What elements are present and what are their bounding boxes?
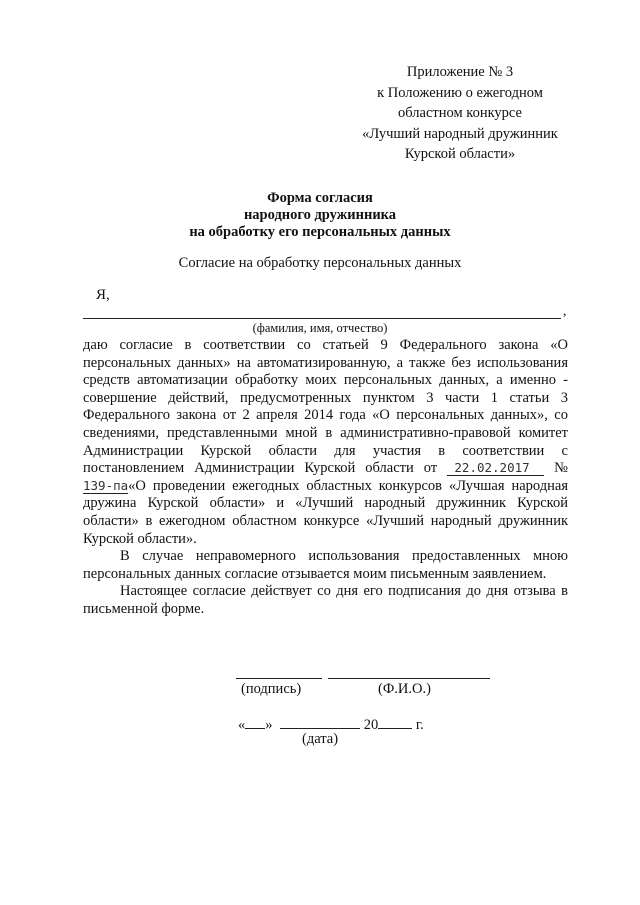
fio-comma: , xyxy=(563,304,567,319)
year-blank xyxy=(378,716,412,729)
year-suffix: г. xyxy=(415,717,424,733)
consent-paragraph xyxy=(83,337,568,548)
signature-label: (подпись) xyxy=(241,681,302,697)
form-title xyxy=(0,190,640,241)
document-body xyxy=(83,337,568,619)
fio-blank-line xyxy=(83,318,561,319)
resolution-date: 22.02.2017 xyxy=(447,461,544,476)
date-label: (дата) xyxy=(302,731,339,747)
appendix-line: Курской области» xyxy=(404,146,516,162)
signature-blank-line xyxy=(236,678,322,679)
document-subtitle: Согласие на обработку персональных данных xyxy=(178,255,462,271)
form-title-line: на обработку его персональных данных xyxy=(189,224,451,240)
validity-paragraph: Настоящее согласие действует со дня его подписания до дня отзыва в письменной форме. xyxy=(83,583,568,617)
ya-label: Я, xyxy=(96,287,110,303)
revocation-paragraph: В случае неправомерного использования предоставленных мною персональных данных согласие отзывается моим письменным заявлением. xyxy=(83,548,568,582)
appendix-line: «Лучший народный дружинник xyxy=(362,125,558,142)
day-blank xyxy=(245,716,265,729)
month-blank xyxy=(280,716,360,729)
quote-open: « xyxy=(238,717,246,733)
form-title-line: народного дружинника xyxy=(243,207,397,223)
appendix-line: областном конкурсе xyxy=(398,105,522,121)
form-title-line: Форма согласия xyxy=(267,190,373,206)
appendix-line: Приложение № 3 xyxy=(406,64,514,80)
fio-signature-label: (Ф.И.О.) xyxy=(378,681,431,697)
fio-caption: (фамилия, имя, отчество) xyxy=(252,321,388,335)
quote-close: » xyxy=(265,717,273,733)
consent-text-part2: «О проведении ежегодных областных конкурсов «Лучшая народная дружина Курской области» и «Лучший народный дружинник Курской области» в ежегодном областном конкурсе «Лучший народный дружинник Курской области». xyxy=(83,477,568,547)
appendix-header xyxy=(330,62,590,165)
consent-text-part1: даю согласие в соответствии со статьей 9 Федерального закона «О персональных данных» на автоматизированную, а также без использования средств автоматизации обработку моих персональных данных, а именно - совершение действий, предусмотренных пунктом 3 части 1 статьи 3 Федерального закона от 2 апреля 2014 года «О персональных данных», со сведениями, представленными мной в административно-правовой комитет Администрации Курской области для участия в соответствии с постановлением Администрации Курской области от xyxy=(83,337,568,477)
year-prefix: 20 xyxy=(363,717,379,733)
fio-signature-blank-line xyxy=(328,678,490,679)
resolution-number: 139-па xyxy=(83,477,129,493)
appendix-line: к Положению о ежегодном xyxy=(377,84,543,101)
resolution-number-prefix: № xyxy=(554,460,568,477)
